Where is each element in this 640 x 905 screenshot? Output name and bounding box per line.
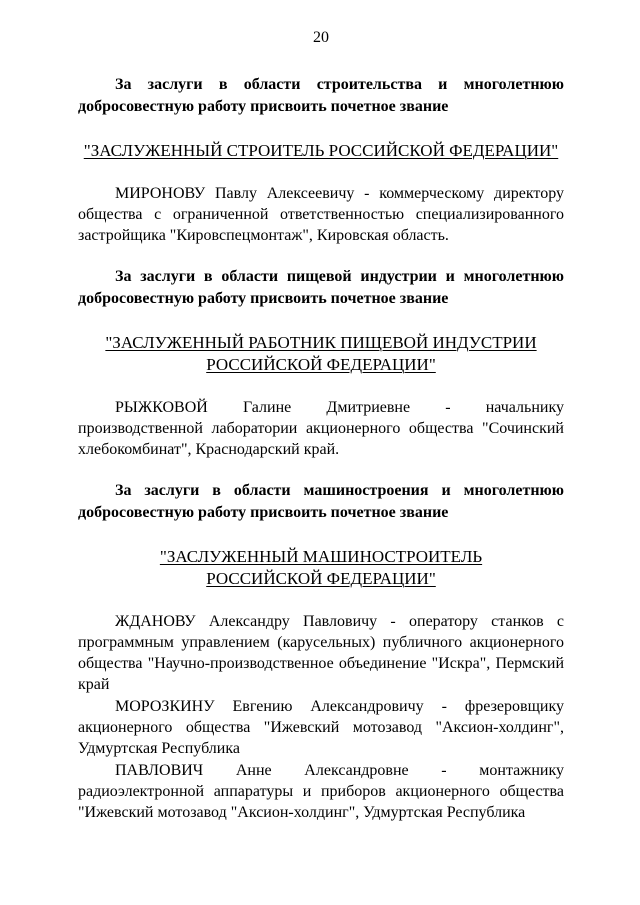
awardee-paragraph: МОРОЗКИНУ Евгению Александровичу - фрезеровщику акционерного общества "Ижевский мотозавод "Аксион-холдинг", Удмуртская Республика <box>78 698 564 757</box>
document-page <box>78 28 564 823</box>
awardee-paragraph: МИРОНОВУ Павлу Алексеевичу - коммерческому директору общества с ограниченной ответственностью специализированного застройщика "Кировспецмонтаж", Кировская область. <box>78 185 564 244</box>
award-section-machine-building <box>78 480 564 823</box>
award-section-builder <box>78 74 564 246</box>
section-intro: За заслуги в области машиностроения и многолетнюю добросовестную работу присвоить почетное звание <box>78 482 564 521</box>
award-title <box>78 332 564 376</box>
award-title-line: "ЗАСЛУЖЕННЫЙ СТРОИТЕЛЬ РОССИЙСКОЙ ФЕДЕРАЦИИ" <box>83 141 559 160</box>
award-title <box>78 546 564 590</box>
awardee-paragraph: ПАВЛОВИЧ Анне Александровне - монтажнику радиоэлектронной аппаратуры и приборов акционерного общества "Ижевский мотозавод "Аксион-холдинг", Удмуртская Республика <box>78 762 564 821</box>
awardee-paragraph: РЫЖКОВОЙ Галине Дмитриевне - начальнику производственной лаборатории акционерного общества "Сочинский хлебокомбинат", Краснодарский край. <box>78 399 564 458</box>
award-title-line: РОССИЙСКОЙ ФЕДЕРАЦИИ" <box>206 355 436 374</box>
awardee-paragraph: ЖДАНОВУ Александру Павловичу - оператору станков с программным управлением (карусельных) публичного акционерного общества "Научно-производственное объединение "Искра", Пермский край <box>78 613 564 693</box>
award-section-food-industry <box>78 266 564 460</box>
award-title-line: РОССИЙСКОЙ ФЕДЕРАЦИИ" <box>206 569 436 588</box>
award-title <box>78 140 564 162</box>
award-title-line: "ЗАСЛУЖЕННЫЙ РАБОТНИК ПИЩЕВОЙ ИНДУСТРИИ <box>105 333 537 352</box>
page-number: 20 <box>313 29 329 46</box>
section-intro: За заслуги в области пищевой индустрии и многолетнюю добросовестную работу присвоить почетное звание <box>78 268 564 307</box>
section-intro: За заслуги в области строительства и многолетнюю добросовестную работу присвоить почетное звание <box>78 76 564 115</box>
award-title-line: "ЗАСЛУЖЕННЫЙ МАШИНОСТРОИТЕЛЬ <box>159 547 483 566</box>
